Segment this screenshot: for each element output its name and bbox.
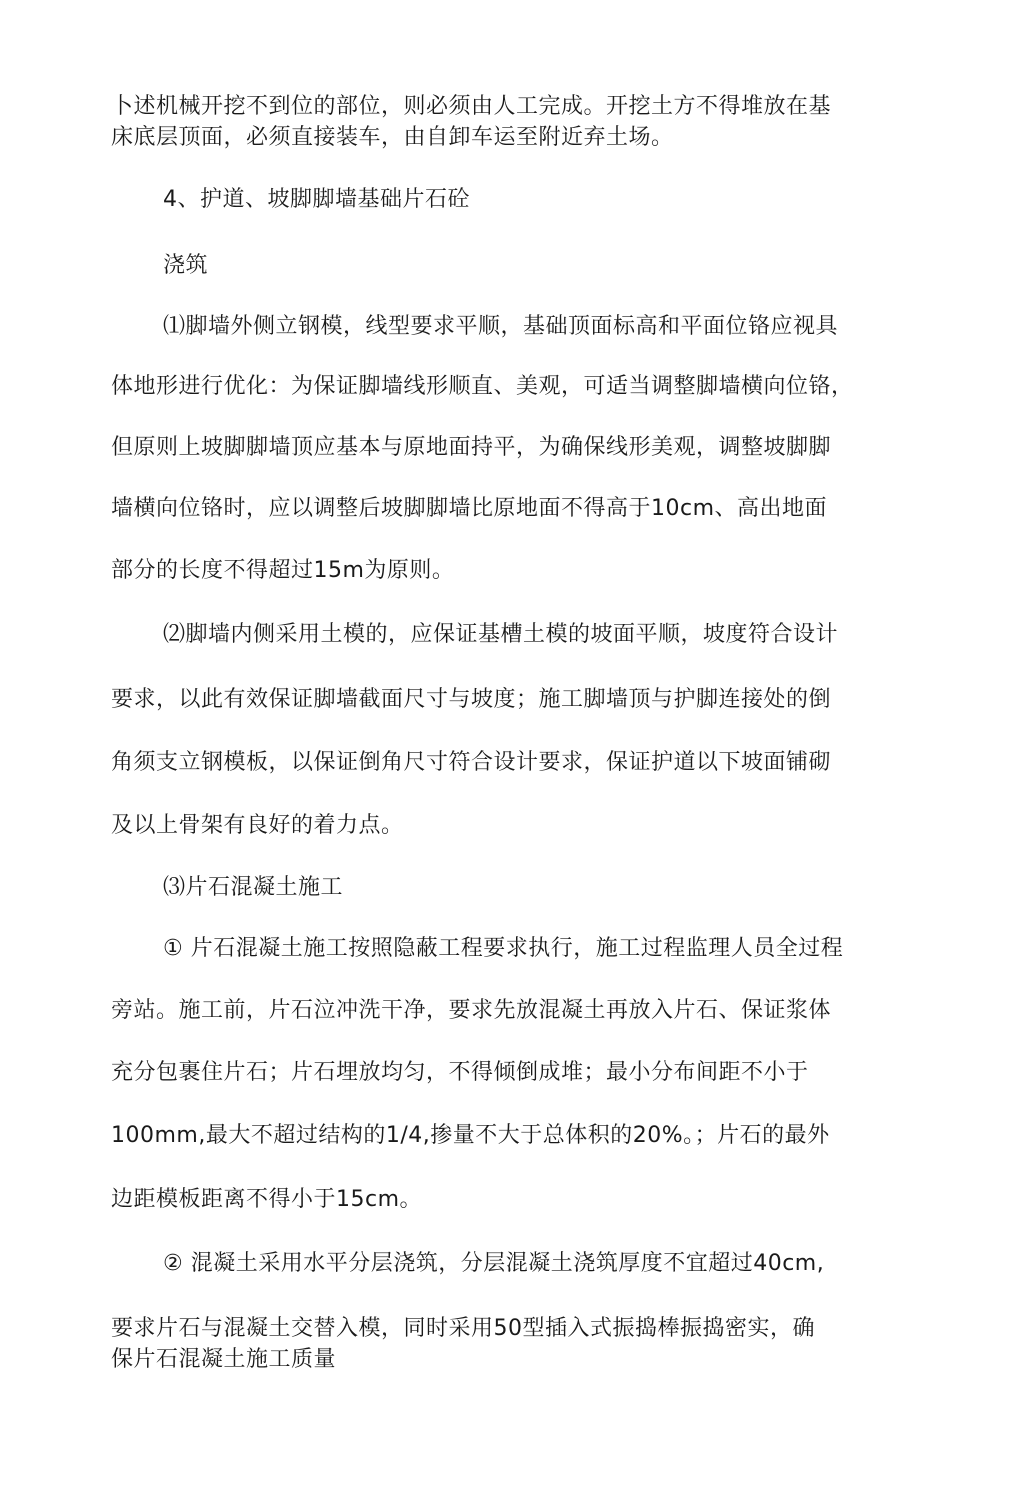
body-text-line: 充分包裹住片石；片石埋放均匀，不得倾倒成堆；最小分布间距不小于 <box>111 1060 809 1085</box>
body-text-line: 体地形进行优化：为保证脚墙线形顺直、美观，可适当调整脚墙横向位铬， <box>111 374 854 399</box>
subsection-heading: ⑶片石混凝土施工 <box>163 875 344 900</box>
body-text-line: ① 片石混凝土施工按照隐蔽工程要求执行，施工过程监理人员全过程 <box>163 936 844 961</box>
body-text-line: 床底层顶面，必须直接装车，由自卸车运至附近弃土场。 <box>111 125 674 150</box>
section-heading-continuation: 浇筑 <box>163 253 209 278</box>
body-text-line: 保片石混凝土施工质量 <box>111 1347 337 1372</box>
section-heading: 4、护道、坡脚脚墙基础片石砼 <box>163 187 470 212</box>
body-text-line: ⑴脚墙外侧立钢模，线型要求平顺，基础顶面标高和平面位铬应视具 <box>163 314 839 339</box>
body-text-line: 墙横向位铬时，应以调整后坡脚脚墙比原地面不得高于10cm、高出地面 <box>111 496 828 521</box>
body-text-line: 部分的长度不得超过15m为原则。 <box>111 558 455 583</box>
body-text-line: 要求，以此有效保证脚墙截面尺寸与坡度；施工脚墙顶与护脚连接处的倒 <box>111 687 832 712</box>
body-text-line: 角须支立钢模板，以保证倒角尺寸符合设计要求，保证护道以下坡面铺砌 <box>111 750 832 775</box>
body-text-line: 要求片石与混凝土交替入模，同时采用50型插入式振捣棒振捣密实，确 <box>111 1316 815 1341</box>
body-text-line: 100mm,最大不超过结构的1/4,掺量不大于总体积的20%。；片石的最外 <box>111 1123 830 1148</box>
body-text-line: ② 混凝土采用水平分层浇筑，分层混凝土浇筑厚度不宜超过40cm, <box>163 1251 825 1276</box>
body-text-line: 边距模板距离不得小于15cm。 <box>111 1187 423 1212</box>
body-text-line: 及以上骨架有良好的着力点。 <box>111 813 404 838</box>
body-text-line: ⑵脚墙内侧采用土模的，应保证基槽土模的坡面平顺，坡度符合设计 <box>163 622 839 647</box>
body-text-line: 卜述机械开挖不到位的部位，则必须由人工完成。开挖土方不得堆放在基 <box>111 94 832 119</box>
body-text-line: 但原则上坡脚脚墙顶应基本与原地面持平，为确保线形美观，调整坡脚脚 <box>111 435 832 460</box>
body-text-line: 旁站。施工前，片石泣冲洗干净，要求先放混凝土再放入片石、保证浆体 <box>111 998 832 1023</box>
